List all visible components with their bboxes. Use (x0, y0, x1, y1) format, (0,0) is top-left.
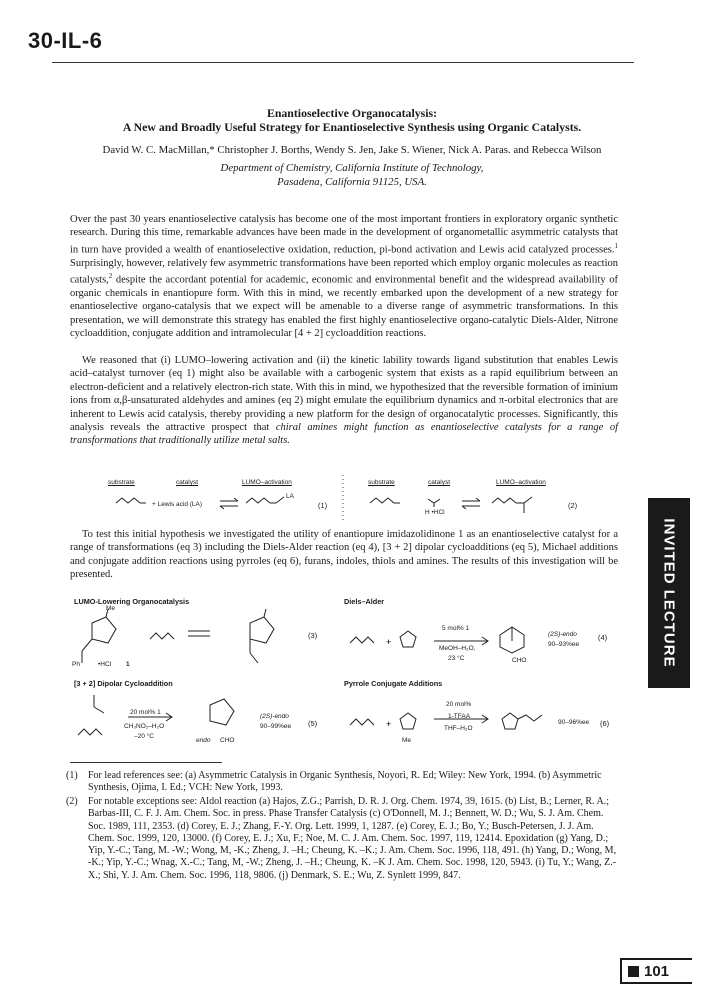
scheme-equations-3-6 (60, 595, 640, 755)
page-number: 101 (644, 963, 670, 980)
eq3-number: (3) (308, 631, 318, 640)
abstract-code: 30-IL-6 (28, 28, 103, 53)
eq4-condition-1: 5 mol% 1 (442, 625, 470, 632)
eq6-number: (6) (600, 719, 610, 728)
eq1-lewis-acid-reagent: + Lewis acid (LA) (152, 501, 203, 508)
eq4-structures (342, 607, 640, 667)
paragraph-1 (70, 213, 618, 341)
eq5-product: (2S)-endo (260, 713, 289, 720)
diels-alder-heading: Diels–Alder (344, 597, 385, 606)
eq2-structures (360, 485, 640, 521)
eq6-condition-1: 20 mol% (446, 701, 472, 708)
eq6-condition-2: 1-TFAA (448, 713, 471, 720)
catalyst-1-label: 1 (126, 661, 130, 668)
p1-text-c: despite the accordant potential for academic, economic and environmental benefit and the widespread availability of organic chemicals in enantiopure form. With this in mind, we recently embarked upon the development of a new strategy for enantioselective organo-catalysis that we expect will be amenable to a diverse range of asymmetric transformations. In this presentation, we will demonstrate this strategy has enabled the first highly enantioselective organo-catalytic Diels-Alder, Nitrone cycloaddition, conjugate addition and intramolecular [4 + 2] cycloaddition reactions. (70, 274, 618, 340)
header-rule (52, 62, 634, 63)
eq2-substrate-header: substrate (368, 479, 395, 486)
eq1-activation-header: LUMO–activation (242, 479, 292, 486)
footnote-1-text: For lead references see: (a) Asymmetric Catalysis in Organic Synthesis, Noyori, R. Ed; Wiley: New York, 1994. (b) Asymmetric Synthesis, Ojima, I. Ed.; VCH: New York, 1993. (88, 770, 602, 794)
title-line-1: Enantioselective Organocatalysis: (266, 106, 438, 120)
eq3-hcl-label: •HCl (98, 661, 112, 668)
eq5-condition-2: CH₃NO₂–H₂O (124, 723, 165, 730)
title-line-2: A New and Broadly Useful Strategy for Enantioselective Synthesis using Organic Catalysts. (122, 120, 582, 134)
scheme-equations-1-2 (60, 475, 640, 521)
svg-text:+: + (386, 719, 392, 729)
dipolar-heading: [3 + 2] Dipolar Cycloaddition (74, 679, 173, 688)
footnote-2-label: (2) (66, 796, 78, 807)
eq3-me-label: Me (106, 605, 116, 612)
paragraph-2 (70, 354, 618, 448)
eq4-condition-3: 23 °C (448, 655, 465, 662)
scheme-divider (341, 475, 345, 521)
lumo-heading: LUMO-Lowering Organocatalysis (74, 597, 190, 606)
p1-text-a: Over the past 30 years enantioselective catalysis has become one of the most important frontiers in exploratory organic synthetic research. During this time, remarkable advances have been made in the development of organometallic asymmetric catalysts that in turn have provided a wealth of enantioselective oxidation, reduction, pi-bond activation and Lewis acid catalyzed processes. (70, 214, 618, 256)
eq5-condition-3: –20 °C (134, 733, 154, 740)
eq4-condition-2: MeOH–H₂O, (439, 645, 476, 652)
footnote-2 (66, 796, 618, 882)
footnote-1 (66, 770, 618, 795)
eq2-activation-header: LUMO–activation (496, 479, 546, 486)
eq4-ee: 90–93%ee (548, 641, 580, 648)
eq2-catalyst-header: catalyst (428, 479, 451, 486)
eq1-catalyst-header: catalyst (176, 479, 199, 486)
eq5-ee: 90–99%ee (260, 723, 292, 730)
eq4-number: (4) (598, 633, 608, 642)
affiliation (40, 161, 664, 189)
eq4-cho-label: CHO (512, 657, 527, 664)
footnote-2-text: For notable exceptions see: Aldol reaction (a) Hajos, Z.G.; Parrish, D. R. J. Org. Chem. 1974, 39, 1615. (b) List, B.; Lerner, R. A.; Barbas-III, C. F. J. Am. Chem. Soc. in press. Phase Transfer Catalysis (c) O'Donnell, M. J.; Bennett, W. D.; Wu, S. J. Am. Chem. Soc. 1989, 111, 2353. (d) Corey, E. J.; Zhang, F.-Y. Org. Lett. 1999, 1, 1287. (e) Corey, E. J.; Bo, Y.; Busch-Petersen, J. J. Am. Chem. Soc. 1999, 120, 13000. (f) Corey, E. J.; Xu, F.; Noe, M. C. J. Am. Chem. Soc. 1997, 119, 12414. Epoxidation (g) Yang, D.; Yip, Y.-C.; Tang, M. -W.; Wong, M, -K.; Zheng, J. –H.; Cheung, K. –K.; J. Am. Chem. Soc. 1996, 118, 491. (h) Yang, D.; Wong, M, -K.; Yip, Y.-C.; Wnag, X.-C.; Tang, M, -W.; Zheng, J. –H.; Cheung, K. –K J. Am. Chem. Soc. 1998, 120, 5943. (i) Tu, Y.; Wang, Z.-X.; Shi, Y. J. Am. Chem. Soc. 1996, 118, 9806. (j) Denmark, S. E.; Wu, Z. Synlett 1999, 847. (88, 796, 617, 881)
ref-1: 1 (614, 241, 618, 250)
eq6-structures (342, 689, 640, 749)
eq6-me-label: Me (402, 737, 412, 744)
affiliation-line-1: Department of Chemistry, California Institute of Technology, (220, 162, 484, 174)
invited-lecture-label: INVITED LECTURE (660, 518, 678, 668)
p3-text: To test this initial hypothesis we investigated the utility of enantiopure imidazolidinone 1 as an enantioselective catalyst for a range of transformations (eq 3) including the Diels-Alder reaction (eq 4), [3 + 2] dipolar cycloadditions (eq 5), Michael additions and conjugate addition reactions using pyrroles (eq 6), furans, indoles, thiols and amines. The results of this investigation will be presented. (70, 529, 618, 581)
svg-text:+: + (386, 637, 392, 647)
p2-italic: chiral amines might function as enantioselective catalysts for a range of transformations that traditionally utilize metal salts. (70, 422, 619, 447)
eq1-number: (1) (318, 501, 328, 510)
eq6-ee: 90–96%ee (558, 719, 590, 726)
page-marker-square (628, 966, 639, 977)
eq6-condition-3: THF–H₂O (444, 725, 473, 732)
ref-2: 2 (108, 272, 113, 281)
p2-text: We reasoned that (i) LUMO–lowering activation and (ii) the kinetic lability towards ligand substitution that enables Lewis acid–catalyst turnover (eq 1) might also be available with a carbogenic system that exists as a rapid equilibrium between an electron-deficient and a relatively electron-rich state. With this in mind, we hypothesized that the reversible formation of iminium ions from α,β-unsaturated aldehydes and amines (eq 2) might emulate the equilibrium dynamics and π-orbital electronics that are inherent to Lewis acid catalysis, thereby providing a new platform for the design of organocatalytic processes. Significantly, this analysis reveals the attractive prospect that (70, 355, 618, 434)
eq5-endo-label: endo (196, 737, 211, 744)
eq3-ph-label: Ph (72, 661, 80, 668)
eq2-amine-salt: H •HCl (425, 509, 445, 516)
paragraph-3 (70, 528, 618, 582)
author-list: David W. C. MacMillan,* Christopher J. Borths, Wendy S. Jen, Jake S. Wiener, Nick A. Paras. and Rebecca Wilson (102, 144, 602, 156)
footnote-1-label: (1) (66, 770, 78, 781)
invited-lecture-tab (648, 498, 690, 688)
page-number-box (620, 958, 692, 984)
eq5-number: (5) (308, 719, 318, 728)
pyrrole-heading: Pyrrole Conjugate Additions (344, 679, 443, 688)
footnote-rule (70, 762, 222, 763)
eq5-condition-1: 20 mol% 1 (130, 709, 161, 716)
p1-text-b: Surprisingly, however, relatively few asymmetric transformations have been reported which employ organic molecules as reaction catalysts, (70, 257, 618, 286)
eq2-number: (2) (568, 501, 578, 510)
eq1-la-label: LA (286, 493, 294, 500)
paper-title (40, 106, 664, 134)
eq4-product: (2S)-endo (548, 631, 577, 638)
eq1-structures (60, 485, 360, 521)
eq1-substrate-header: substrate (108, 479, 135, 486)
eq5-cho-label: CHO (220, 737, 235, 744)
affiliation-line-2: Pasadena, California 91125, USA. (277, 176, 427, 188)
